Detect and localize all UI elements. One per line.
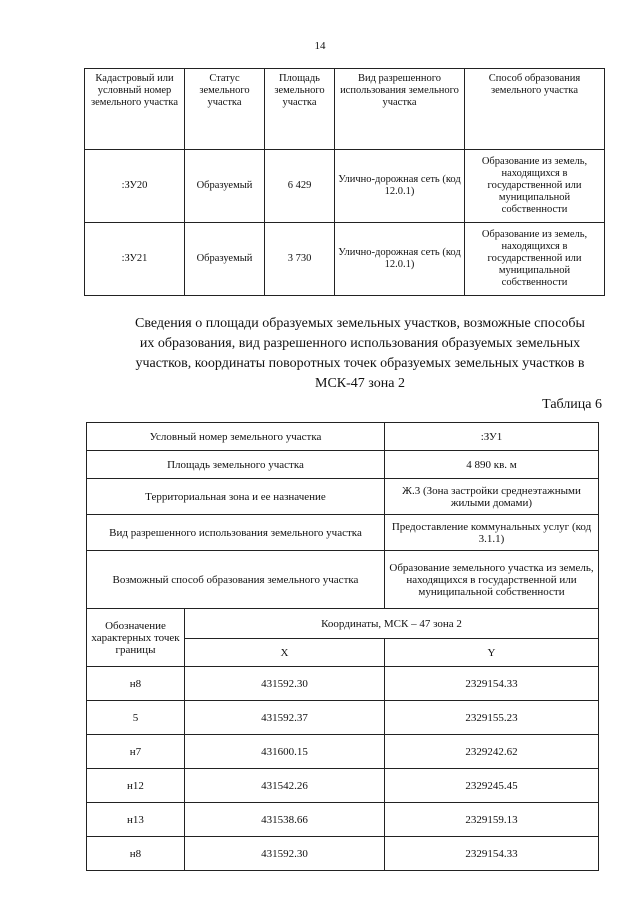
cell-point: н7: [87, 735, 185, 769]
cell-x: 431592.30: [185, 837, 385, 871]
table-row: [85, 150, 605, 223]
cell-y: 2329154.33: [385, 667, 599, 701]
info-row: [87, 451, 599, 479]
cell-x: 431592.30: [185, 667, 385, 701]
header-area: Площадь земельного участка: [265, 69, 335, 150]
cell-point: 5: [87, 701, 185, 735]
header-formation-method: Способ образования земельного участка: [465, 69, 605, 150]
table-row: [87, 769, 599, 803]
cell-number: :ЗУ21: [85, 223, 185, 296]
info-row: [87, 551, 599, 609]
cell-point: н8: [87, 667, 185, 701]
table-label: Таблица 6: [542, 397, 602, 412]
plot-info-table: [86, 422, 599, 871]
header-permitted-use: Вид разрешенного использования земельного участка: [335, 69, 465, 150]
info-value: 4 890 кв. м: [385, 451, 599, 479]
table-row: [87, 803, 599, 837]
cell-method: Образование из земель, находящихся в государственной или муниципальной собственности: [465, 150, 605, 223]
cell-x: 431542.26: [185, 769, 385, 803]
cell-y: 2329242.62: [385, 735, 599, 769]
header-x: X: [185, 639, 385, 667]
page-number: 14: [314, 40, 326, 52]
table-row: [87, 667, 599, 701]
header-cadastral-number: Кадастровый или условный номер земельного участка: [85, 69, 185, 150]
cell-y: 2329159.13: [385, 803, 599, 837]
cell-x: 431592.37: [185, 701, 385, 735]
cell-area: 3 730: [265, 223, 335, 296]
header-status: Статус земельного участка: [185, 69, 265, 150]
info-row: [87, 479, 599, 515]
section-heading: Сведения о площади образуемых земельных участков, возможные способы их образования, вид разрешенного использования образуемых земельных участков, координаты поворотных точек образуемых земельных участков в МСК-47 зона 2: [135, 316, 585, 391]
header-point-label: Обозначение характерных точек границы: [87, 609, 185, 667]
info-value: :ЗУ1: [385, 423, 599, 451]
land-plots-table: [84, 68, 605, 296]
header-coords-label: Координаты, МСК – 47 зона 2: [185, 609, 599, 639]
info-label: Площадь земельного участка: [87, 451, 385, 479]
info-value: Ж.3 (Зона застройки среднеэтажными жилыми домами): [385, 479, 599, 515]
info-row: [87, 515, 599, 551]
cell-point: н8: [87, 837, 185, 871]
cell-x: 431538.66: [185, 803, 385, 837]
cell-status: Образуемый: [185, 150, 265, 223]
info-value: Образование земельного участка из земель, находящихся в государственной или муниципальной собственности: [385, 551, 599, 609]
cell-y: 2329154.33: [385, 837, 599, 871]
coords-header-row: [87, 609, 599, 639]
cell-area: 6 429: [265, 150, 335, 223]
info-label: Возможный способ образования земельного участка: [87, 551, 385, 609]
table-row: [87, 735, 599, 769]
table-header-row: [85, 69, 605, 150]
cell-point: н12: [87, 769, 185, 803]
info-label: Территориальная зона и ее назначение: [87, 479, 385, 515]
info-value: Предоставление коммунальных услуг (код 3.1.1): [385, 515, 599, 551]
table-row: [87, 701, 599, 735]
cell-x: 431600.15: [185, 735, 385, 769]
header-y: Y: [385, 639, 599, 667]
cell-y: 2329245.45: [385, 769, 599, 803]
info-row: [87, 423, 599, 451]
cell-use: Улично-дорожная сеть (код 12.0.1): [335, 223, 465, 296]
info-label: Условный номер земельного участка: [87, 423, 385, 451]
info-label: Вид разрешенного использования земельного участка: [87, 515, 385, 551]
cell-y: 2329155.23: [385, 701, 599, 735]
cell-status: Образуемый: [185, 223, 265, 296]
cell-method: Образование из земель, находящихся в государственной или муниципальной собственности: [465, 223, 605, 296]
cell-point: н13: [87, 803, 185, 837]
table-row: [87, 837, 599, 871]
cell-use: Улично-дорожная сеть (код 12.0.1): [335, 150, 465, 223]
cell-number: :ЗУ20: [85, 150, 185, 223]
table-row: [85, 223, 605, 296]
